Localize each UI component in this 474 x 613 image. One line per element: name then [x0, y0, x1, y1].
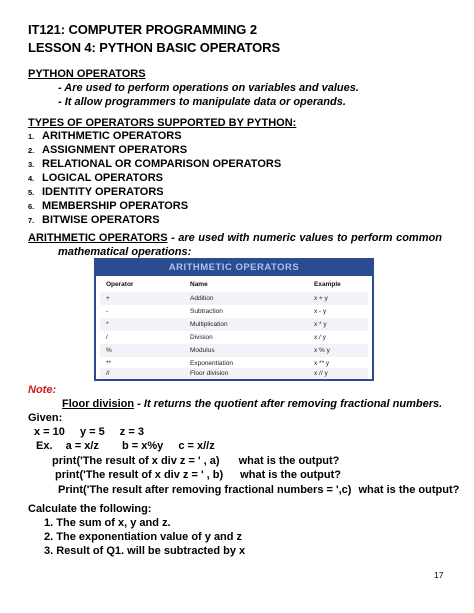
- operator-cell: //: [106, 370, 110, 377]
- calculate-item: 2. The exponentiation value of y and z: [44, 531, 243, 543]
- table-row: [100, 331, 368, 344]
- example-expressions: [36, 440, 215, 452]
- variable-x: x = 10: [34, 426, 65, 438]
- example-cell: x ** y: [314, 360, 330, 367]
- definition-word: used: [198, 232, 224, 244]
- definition-word: common: [396, 232, 442, 244]
- definition-word: with: [227, 232, 250, 244]
- types-item: 3. RELATIONAL OR COMPARISON OPERATORS: [28, 158, 282, 170]
- table-title: ARITHMETIC OPERATORS: [96, 260, 372, 276]
- types-item: 2. ASSIGNMENT OPERATORS: [28, 144, 188, 156]
- python-operators-heading: PYTHON OPERATORS: [28, 68, 146, 80]
- arithmetic-operators-table: [94, 258, 374, 381]
- column-header: Example: [314, 281, 341, 288]
- print-statement-1: [52, 455, 339, 467]
- example-cell: x - y: [314, 308, 327, 315]
- name-cell: Modulus: [190, 347, 215, 354]
- print-question: what is the output?: [240, 469, 341, 481]
- course-title: IT121: COMPUTER PROGRAMMING 2: [28, 22, 257, 37]
- column-header: Name: [190, 281, 208, 288]
- print-statement-3: [58, 484, 459, 496]
- table-row: [100, 344, 368, 357]
- variable-y: y = 5: [79, 426, 105, 438]
- python-operators-point-2: - It allow programmers to manipulate data or operands.: [58, 96, 346, 108]
- floor-division-definition: - It returns the quotient after removing fractional numbers.: [134, 398, 443, 410]
- table-row: [100, 368, 368, 379]
- definition-word: are: [178, 232, 195, 244]
- variable-z: z = 3: [119, 426, 144, 438]
- definition-word: to: [337, 232, 348, 244]
- arithmetic-definition-line-1: [28, 232, 442, 244]
- operator-cell: **: [106, 360, 112, 367]
- definition-word: perform: [351, 232, 393, 244]
- name-cell: Floor division: [190, 370, 229, 377]
- page-number: 17: [434, 570, 444, 580]
- definition-word: numeric: [253, 232, 296, 244]
- print-code: Print('The result after removing fractional numbers = ',c): [58, 484, 352, 496]
- types-item: 6. MEMBERSHIP OPERATORS: [28, 200, 189, 212]
- example-label: Ex.: [36, 440, 53, 452]
- operator-cell: *: [106, 321, 109, 328]
- example-cell: x * y: [314, 321, 327, 328]
- print-question: what is the output?: [238, 455, 340, 467]
- types-item: 1. ARITHMETIC OPERATORS: [28, 130, 182, 142]
- floor-division-term: Floor division: [62, 398, 135, 410]
- expression-b: b = x%y: [121, 440, 164, 452]
- operator-cell: +: [106, 295, 110, 302]
- note-label: Note:: [28, 384, 57, 396]
- lesson-title: LESSON 4: PYTHON BASIC OPERATORS: [28, 40, 281, 55]
- print-code: print('The result of x div z = ' , b): [55, 469, 224, 481]
- calculate-heading: Calculate the following:: [28, 503, 152, 515]
- arithmetic-term: ARITHMETIC OPERATORS: [28, 232, 168, 244]
- types-item: 7. BITWISE OPERATORS: [28, 214, 160, 226]
- name-cell: Multiplication: [190, 321, 228, 328]
- python-operators-point-1: - Are used to perform operations on variables and values.: [58, 82, 359, 94]
- types-item: 5. IDENTITY OPERATORS: [28, 186, 164, 198]
- print-code: print('The result of x div z = ' , a): [52, 455, 220, 467]
- given-label: Given:: [28, 412, 63, 424]
- operator-cell: /: [106, 334, 108, 341]
- example-cell: x / y: [314, 334, 326, 341]
- table-row: [100, 318, 368, 331]
- table-row: [100, 292, 368, 305]
- print-statement-2: [55, 469, 341, 481]
- types-item: 4. LOGICAL OPERATORS: [28, 172, 164, 184]
- expression-a: a = x/z: [65, 440, 99, 452]
- given-variables: [34, 426, 144, 438]
- types-heading: TYPES OF OPERATORS SUPPORTED BY PYTHON:: [28, 117, 297, 129]
- table-header-row: [100, 278, 368, 291]
- name-cell: Exponentiation: [190, 360, 234, 367]
- example-cell: x // y: [314, 370, 328, 377]
- example-cell: x % y: [314, 347, 330, 354]
- operator-cell: -: [106, 308, 109, 315]
- example-cell: x + y: [314, 295, 328, 302]
- name-cell: Subtraction: [190, 308, 223, 315]
- column-header: Operator: [106, 281, 134, 288]
- name-cell: Addition: [190, 295, 214, 302]
- calculate-item: 1. The sum of x, y and z.: [44, 517, 171, 529]
- arithmetic-definition-line-2: mathematical operations:: [58, 246, 192, 258]
- operator-cell: %: [106, 347, 112, 354]
- name-cell: Division: [190, 334, 213, 341]
- definition-word: -: [171, 232, 175, 244]
- note-definition: [62, 398, 442, 410]
- print-question: what is the output?: [358, 484, 460, 496]
- table-row: [100, 305, 368, 318]
- calculate-item: 3. Result of Q1. will be subtracted by x: [44, 545, 246, 557]
- expression-c: c = x//z: [178, 440, 215, 452]
- definition-word: values: [299, 232, 334, 244]
